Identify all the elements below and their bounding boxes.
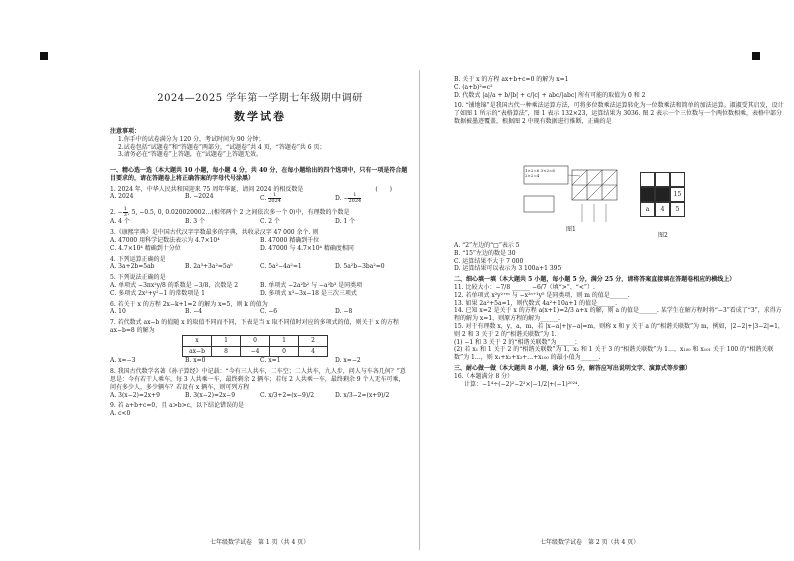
note-item: 2.试卷包括“试题卷”和“答题卷”两部分，“试题卷”共 4 页，“答题卷”共 6 页； [118, 143, 326, 151]
notes-heading: 注意事项： [110, 128, 141, 135]
q6-option-d: D. −8 [335, 308, 353, 316]
q7-table-cell: 4 [299, 346, 328, 357]
section-1 [110, 167, 410, 418]
grid-cell: a [640, 202, 655, 217]
q15: 15. 对于有理数 x，y，a，m，若 |x−a|+|y−a|=m，则称 x 和 y 关于 a 的“相谐关联数”为 m，例如，|2−2|+|3−2|=1，则 2 和 3 关于 2 的“相谐关联数”为 1. [454, 322, 784, 338]
q3-option-b: B. 47000 精确到千位 [260, 236, 320, 244]
page-2 [422, 0, 794, 561]
q8-option-c: C. x/3+2=(x−9)/2 [260, 391, 315, 399]
q7-table-cell: ax−b [183, 346, 212, 357]
q2-option-c: C. 2 个 [260, 218, 280, 226]
grid-cell [685, 172, 700, 187]
q8-option-d: D. x/3−2=(x+9)/2 [335, 391, 390, 399]
q10-option-b: B. “15”左边的数是 30 [454, 249, 516, 257]
q1-option-c: C. $\frac{1}{2024}$ [260, 192, 281, 205]
q15-part-2: (2) 若 x₁ 和 1 关于 2 的“相谐关联数”为 1，x₂ 和 1 关于 3 的“相谐关联数”为 1…，x₁₀₀ 和 x₁₀₁ 关于 100 的“相谐关联数”为 1…，则 x₁+x₂+x₃+…+x₁₀₀ 的最小值为______. [454, 346, 774, 362]
grid-cell [685, 187, 700, 202]
page-footer: 七年级数学试卷 第 1 页（共 4 页） [210, 539, 310, 547]
q9-option-c: C. (a+b)²=c² [454, 83, 493, 91]
q7-table [182, 335, 328, 358]
exam-subject: 数学试卷 [234, 110, 286, 123]
q4-options [110, 263, 410, 271]
q16-expression: 计算：−1⁴÷(−2)²−2²×|−1/2|+(−1)²⁰²⁴. [464, 380, 580, 388]
q13: 13. 如果 2a²+5a=1，则代数式 4a²+10a+1 的值是______. [454, 299, 618, 307]
q15-part-1: (1) −1 和 3 关于 2 的“相谐关联数”为______； [454, 338, 581, 346]
q7-table-cell: −4 [241, 346, 270, 357]
question-5 [110, 274, 410, 297]
q4-option-b: B. 2a³+3a²=5a⁵ [185, 263, 233, 271]
page-divider [419, 70, 420, 550]
grid-cell: 15 [670, 187, 685, 202]
q4-stem: 4. 下列运算正确的是 [110, 255, 166, 263]
q11: 11. 比较大小：−7/8 ______ −6/7（填“>”、“<”）. [454, 283, 595, 291]
question-4 [110, 256, 410, 272]
question-2: 2. − $\frac{1}{3}$ , 5, −0.5, 0, 0.020020002…(相邻两个 2 之间依次多一个 0)中，有理数的个数是 A. 4 个 B. 3 个 C. 2 个 D. 1 个 [110, 207, 410, 226]
grid-cell [640, 172, 655, 187]
q7-option-d: D. x=−2 [335, 357, 361, 365]
note-item: 1.你手中的试卷满分为 120 分，考试时间为 90 分钟； [118, 135, 265, 143]
q7-option-a: A. x=−3 [110, 357, 136, 365]
q3-stem: 3.《康熙字典》是中国古代汉字字数最多的字典，共收录汉字 47 000 余个. 则 [110, 229, 319, 237]
question-1 [110, 186, 410, 205]
q1-option-a: A. 2024 [110, 193, 134, 201]
q10-option-a: A. “2”左边的“□”表示 5 [454, 242, 520, 249]
figure-1 [522, 164, 632, 232]
q8-stem: 8. 我国古代数学名著《孙子算经》中记载：“今有三人共车，二车空；二人共车，九人步，问人与车各几何？”意思是：今有若干人乘车，每 3 人共乘一车，最终剩余 2 辆车；若每 2 人共乘一车，最终剩余 9 个人无车可乘，问有多少人，多少辆车？若设有 x 辆车，则可列方程 [110, 368, 406, 391]
q5-option-d: D. 多项式 x³−3x−18 是三次三项式 [260, 289, 357, 297]
q6-option-b: B. −4 [185, 308, 203, 316]
figure-1-note: 1×2=6 3×2=6 2×2=4 [525, 168, 555, 179]
q5-options-2 [110, 290, 410, 298]
q1-option-d: D. − $\frac{1}{2024}$ [335, 192, 362, 205]
q7-options [110, 357, 410, 365]
q10-stem: 10. “铺地锦”是我国古代一种乘法运算方法，可将多位数乘法运算转化为一位数乘法和简单的加法运算。淑淑受其启发，设计了如图 1 所示的“表格算法”，图 1 表示 132×23，运算结果为 3036. 图 2 表示一个三位数与一个两位数相乘，表格中部分数据被墨迹覆盖，根据图 2 中现有数据进行推断，正确的是 [454, 102, 784, 125]
q5-stem: 5. 下列说法正确的是 [110, 274, 166, 282]
q1-stem: 1. 2024 年，中华人民共和国迎来 75 周年华诞，请问 2024 的相反数是 [110, 185, 304, 193]
q7-table-cell: 8 [212, 346, 241, 357]
q7-stem: 7. 若代数式 ax−b 的值随 x 的取值不同而不同，下表是当 x 取不同值时对应的多项式的值，则关于 x 的方程 ax−b=8 的解为 [110, 319, 399, 334]
grid-cell [685, 202, 700, 217]
notes [110, 128, 418, 159]
note-item: 3.请务必在“答题卷”上答题，在“试题卷”上答题无效。 [118, 151, 262, 159]
q7-table-cell: 1 [212, 335, 241, 346]
answer-paren: ( ) [375, 185, 392, 193]
q7-table-cell: 2 [299, 335, 328, 346]
q7-option-c: C. x=1 [260, 357, 281, 365]
q7-table-cell: 0 [241, 335, 270, 346]
figure-1-caption: 图1 [566, 226, 576, 233]
question-7 [110, 319, 410, 365]
page-footer: 七年级数学试卷 第 2 页（共 4 页） [540, 539, 640, 547]
grid-cell [655, 172, 670, 187]
grid-cell: 4 [655, 202, 670, 217]
q2-option-d: D. 1 个 [335, 218, 356, 226]
q9-option-a: A. c<0 [110, 410, 131, 418]
q7-table-cell: 1 [270, 335, 299, 346]
q6-options [110, 308, 410, 316]
grid-cell [670, 172, 685, 187]
q3-options-2 [110, 245, 410, 253]
q8-option-a: A. 3(x−2)=2x+9 [110, 391, 160, 399]
q2-stem-cont: , 5, −0.5, 0, 0.020020002…(相邻两个 2 之间依次多一个 0)中，有理数的个数是 [127, 209, 350, 217]
q10-option-d: D. 运算结果可以表示为 3 100a+1 395 [454, 265, 562, 273]
grid-cell-inked [640, 187, 655, 202]
q3-options-1 [110, 237, 410, 245]
q9-option-b: B. 关于 x 的方程 ax+b+c=0 的解为 x=1 [454, 76, 569, 83]
q5-option-a: A. 单项式 −3πx²y/8 的系数是 −3/8，次数是 2 [110, 281, 239, 289]
q6-stem: 6. 若关于 x 的方程 2x−k+1=2 的解为 x=5，则 k 的值为 [110, 300, 268, 308]
grid-cell-inked [655, 187, 670, 202]
q7-table-cell: 0 [270, 346, 299, 357]
section-heading: 一、精心选一选（本大题共 10 小题，每小题 4 分，共 40 分，在每小题给出的四个选项中，只有一项是符合题目要求的，请在答题卷上将正确答案的字母代号涂黑） [110, 167, 408, 182]
question-9 [110, 402, 410, 418]
q3-option-d: D. 47000 与 4.7×10⁴ 精确度相同 [260, 244, 354, 252]
figure-2-grid [640, 172, 700, 232]
q7-option-b: B. x=0 [185, 357, 206, 365]
q1-option-b: B. −2024 [185, 193, 214, 201]
q3-option-c: C. 4.7×10⁴ 精确到十分位 [110, 244, 181, 252]
q7-table-cell: x [183, 335, 212, 346]
q4-option-c: C. 5a²−4a²=1 [260, 263, 302, 271]
exam-title: 2024—2025 学年第一学期七年级期中调研 [157, 93, 363, 104]
q10-option-c: C. 运算结果不大于 7 000 [454, 257, 524, 265]
question-10-options [454, 242, 784, 388]
q6-option-c: C. −6 [260, 308, 278, 316]
question-9-continued [454, 76, 784, 126]
q14: 14. 已知 x=2 是关于 x 的方程 a(x+1)=2/3 a+x 的解，则 a 的值是______. 某学生在解方程时将“−3”看成了“3”，求得方程的解为 x=1，则原方程的解为______. [454, 307, 782, 323]
question-3 [110, 229, 410, 252]
q5-options-1 [110, 282, 410, 290]
q4-option-d: D. 5a²b−3ba²=0 [335, 263, 385, 271]
q4-option-a: A. 3a+2b=5ab [110, 263, 155, 271]
q2-options [110, 218, 410, 226]
section-2-heading: 二、细心填一填（本大题共 5 小题，每小题 5 分，满分 25 分，请将答案直接填在答题卷相应的横线上） [454, 276, 736, 284]
q2-stem: 2. − [110, 209, 123, 217]
q6-option-a: A. 10 [110, 308, 126, 316]
q1-options [110, 193, 410, 204]
q8-option-b: B. 3(x−2)=2x−9 [185, 391, 236, 399]
q8-options [110, 392, 410, 400]
grid-cell: 5 [670, 202, 685, 217]
q12: 12. 若单项式 x²y²⁺ᵐ 与 −x²ⁿ⁺¹y⁵ 是同类项，则 m 的值是______. [454, 291, 630, 299]
q3-option-a: A. 47000 用科学记数法表示为 4.7×10⁴ [110, 236, 220, 244]
q5-option-b: B. 单项式 −2a²b² 与 −a²b³ 是同类项 [260, 281, 363, 289]
q2-option-a: A. 4 个 [110, 218, 130, 226]
q9-option-d: D. 代数式 |a|/a + b/|b| + c/|c| + abc/|abc| 所有可能的取值为 0 和 2 [454, 91, 646, 99]
q9-stem: 9. 若 a+b+c=0，且 a>b>c，以下结论错误的是 [110, 402, 244, 410]
question-6 [110, 301, 410, 317]
question-8 [110, 368, 410, 399]
figure-2-caption: 图2 [658, 232, 668, 239]
q16-heading: 16.（本题满分 8 分） [454, 372, 514, 380]
section-3-heading: 三、耐心做一做（本大题共 8 小题，满分 65 分，解答应写出说明文字、演算式等步骤） [454, 364, 691, 372]
q5-option-c: C. 多项式 2x²+y²−1 的常数项是 1 [110, 289, 206, 297]
q2-option-b: B. 3 个 [185, 218, 205, 226]
